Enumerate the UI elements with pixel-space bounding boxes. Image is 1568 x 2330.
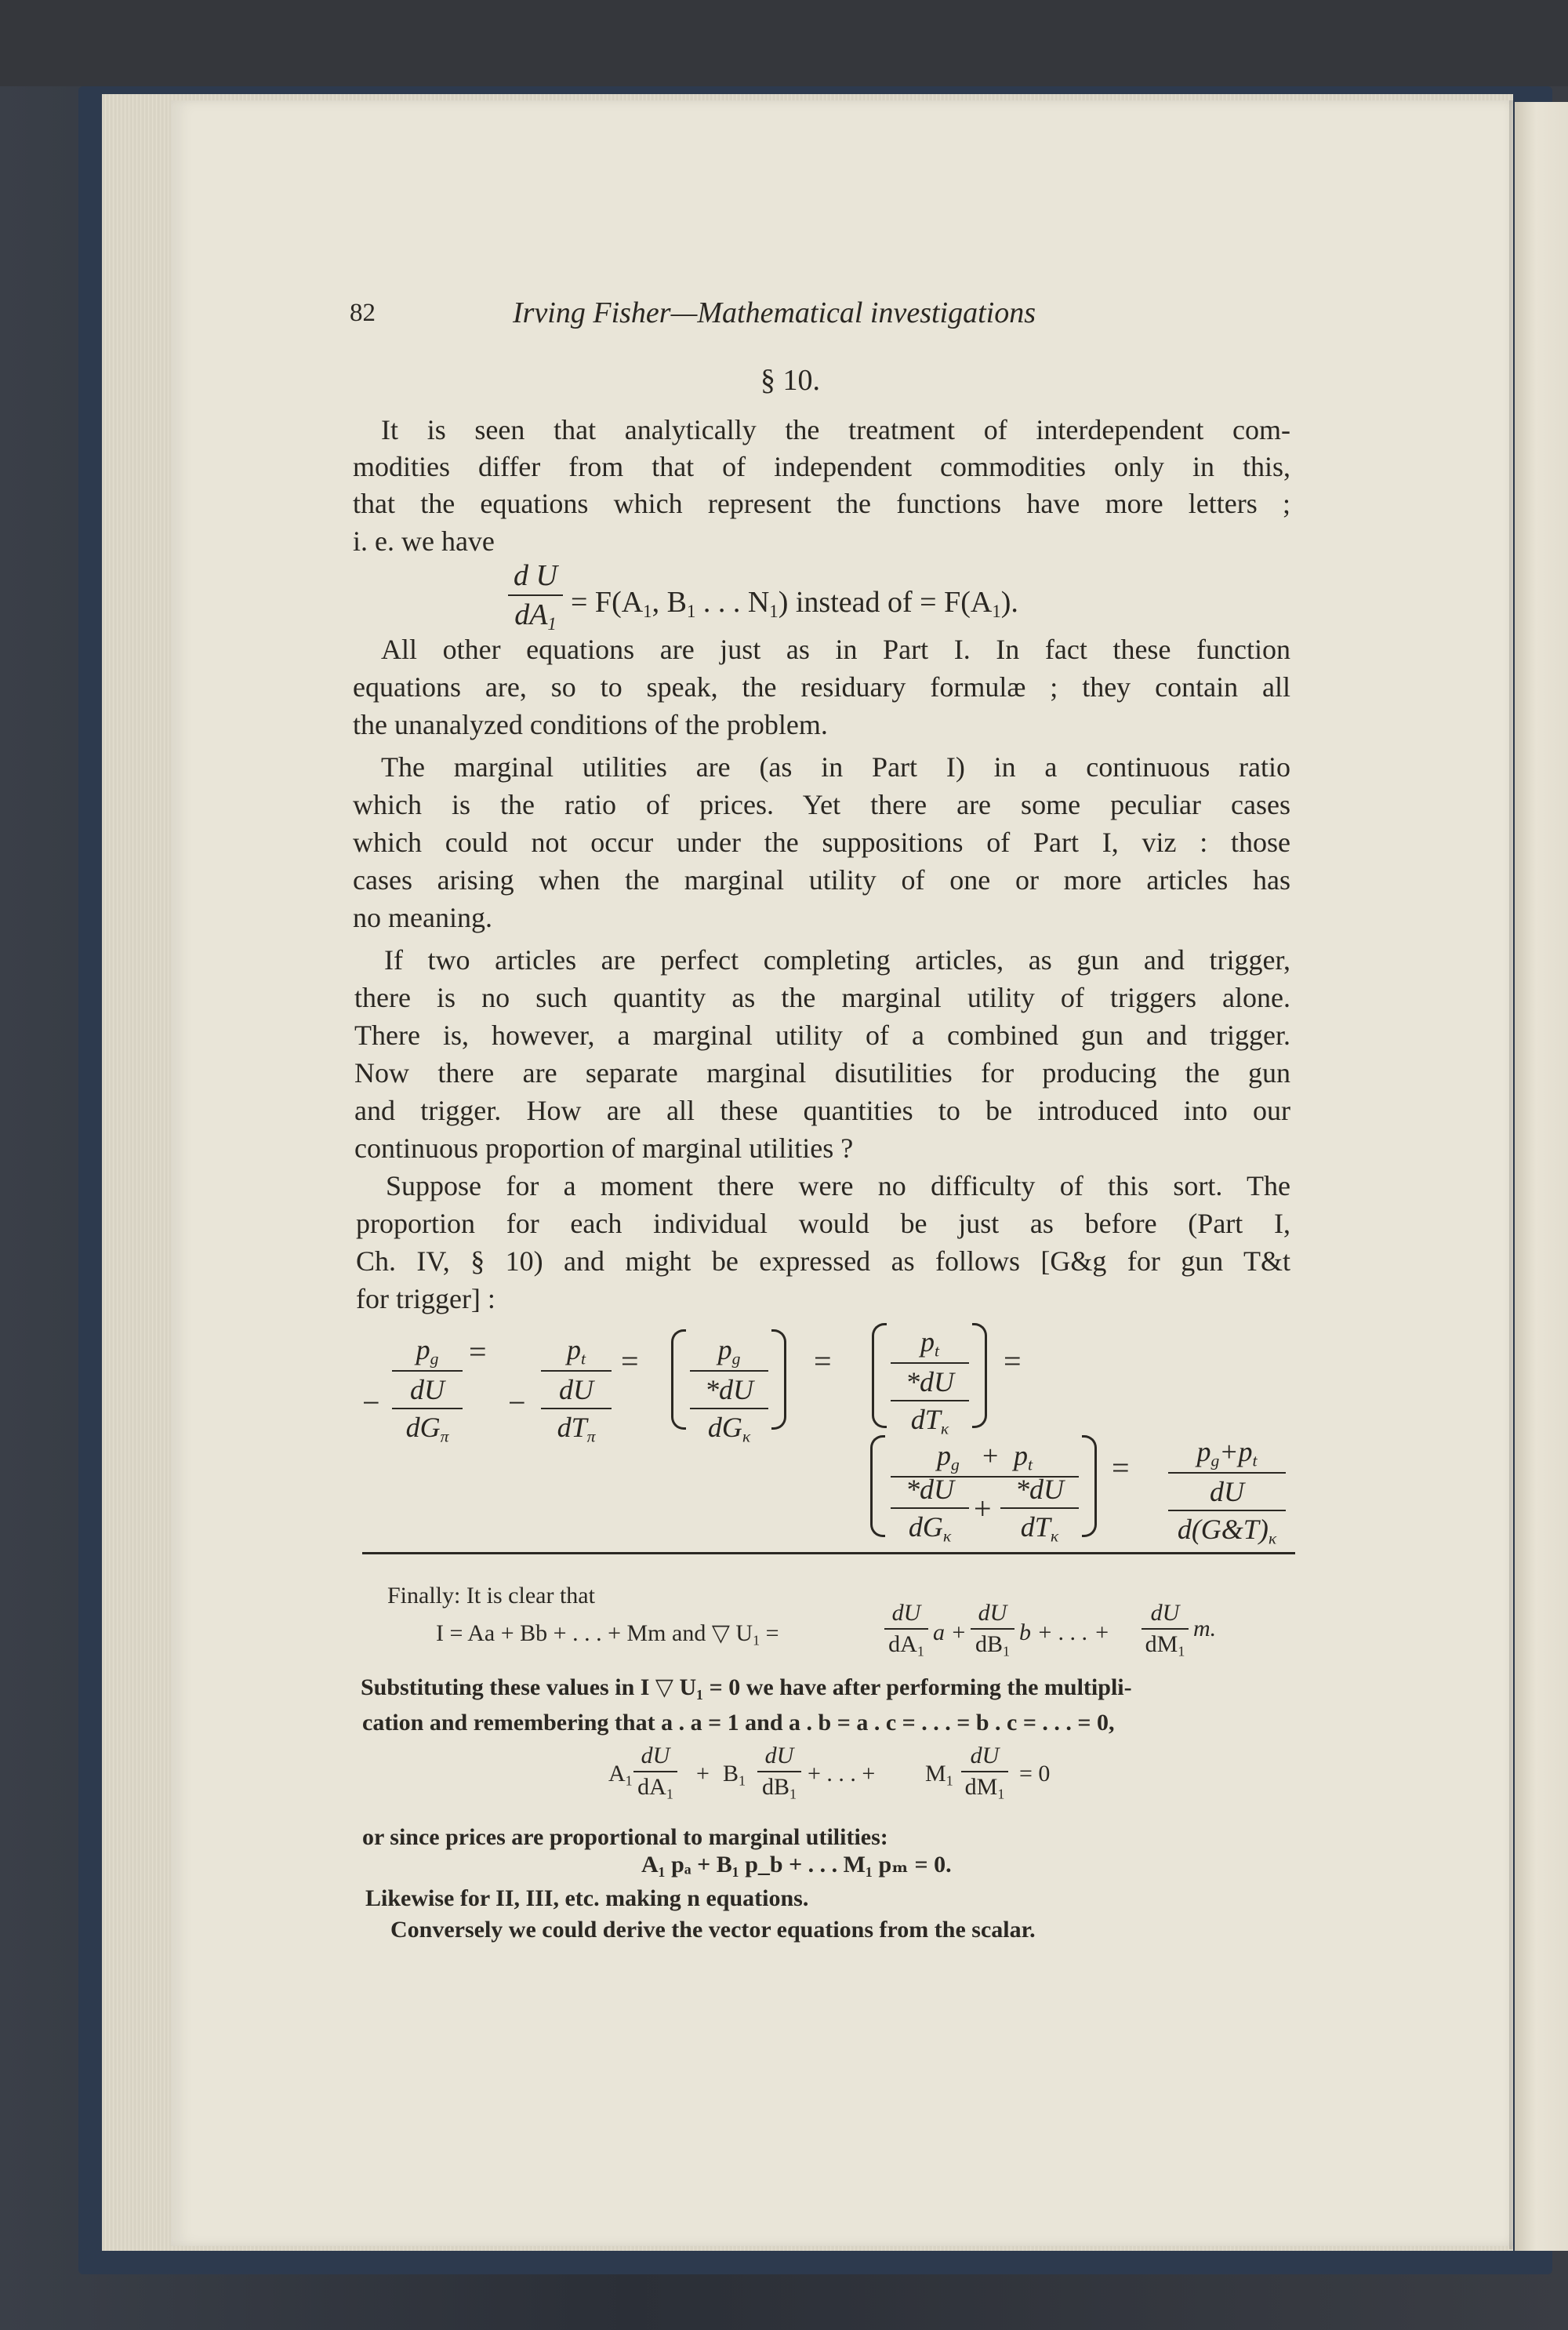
numerator: dU <box>978 1600 1007 1626</box>
text-line: modities differ from that of independent commodities only in this, <box>353 451 1290 482</box>
equals-sign: = <box>469 1334 487 1369</box>
numerator: dU <box>764 1743 794 1768</box>
coef-A1: $A_1$ <box>608 1761 633 1789</box>
sub-numerator: dU <box>410 1374 445 1406</box>
text-line: There is, however, a marginal utility of a combined gun and trigger. <box>354 1020 1290 1051</box>
dots-plus: + . . . + <box>808 1761 876 1787</box>
fraction-bar <box>508 594 563 596</box>
fraction-dU-dB1 <box>971 1600 1014 1659</box>
fraction-combined-right <box>1000 1473 1079 1546</box>
equation-1-rhs: = $F(A_1$, $B_1$ . . . $N_1$) instead of = $F(A_1)$. <box>571 586 1018 621</box>
footnote-term-a: a + <box>933 1619 967 1645</box>
text-line: that the equations which represent the functions have more letters ; <box>353 488 1290 519</box>
fraction-bar <box>690 1408 768 1409</box>
footnote-term-b: b + . . . + <box>1019 1619 1110 1645</box>
running-title: Irving Fisher—Mathematical investigations <box>513 296 1036 329</box>
text-line: Ch. IV, § 10) and might be expressed as follows [G&g for gun T&t <box>356 1245 1290 1277</box>
denominator: $dM_1$ <box>1145 1631 1185 1659</box>
fraction-bar <box>891 1507 969 1509</box>
fraction-dU-dA1 <box>884 1600 928 1659</box>
minus-sign: − <box>362 1385 380 1420</box>
footnote-line: cation and remembering that a . a = 1 and a . b = a . c = . . . = b . c = . . . = 0, <box>362 1710 1115 1736</box>
text-line: and trigger. How are all these quantities to be introduced into our <box>354 1095 1290 1126</box>
coef-B1: $B_1$ <box>723 1761 746 1789</box>
equals-sign: = <box>1112 1450 1130 1485</box>
numerator: $p_t$ <box>920 1326 939 1361</box>
right-page-edge <box>1515 102 1568 2251</box>
text-line: which is the ratio of prices. Yet there are some peculiar cases <box>353 789 1290 820</box>
fraction-term-4 <box>891 1325 969 1439</box>
numerator: $p_g$ + $p_t$ <box>936 1440 1033 1474</box>
text-line: Suppose for a moment there were no difficulty of this sort. The <box>386 1170 1290 1201</box>
plus-sign: + <box>974 1491 992 1526</box>
bracket-left <box>872 1323 887 1428</box>
text-line: equations are, so to speak, the residuary formulæ ; they contain all <box>353 671 1290 703</box>
denominator: $dG_\kappa$ <box>908 1511 952 1546</box>
bracket-right <box>771 1329 786 1430</box>
text-line: All other equations are just as in Part I. In fact these function <box>381 634 1290 665</box>
numerator: $p_g$ <box>416 1334 439 1369</box>
sub-numerator: dU <box>559 1374 593 1406</box>
fraction-term-2 <box>541 1333 612 1447</box>
sub-numerator: *dU <box>705 1374 753 1406</box>
text-line: no meaning. <box>353 902 492 933</box>
fraction-bar <box>633 1771 677 1772</box>
text-line: Now there are separate marginal disutilities for producing the gun <box>354 1057 1290 1089</box>
fraction-bar <box>690 1370 768 1372</box>
denominator: $dA_1$ <box>514 598 557 634</box>
text-line: The marginal utilities are (as in Part I) in a continuous ratio <box>381 751 1290 783</box>
text-line: there is no such quantity as the marginal utility of triggers alone. <box>354 982 1290 1013</box>
sub-numerator: *dU <box>906 1474 954 1505</box>
numerator: d U <box>514 559 557 592</box>
footnote-prices-equation: A₁ pₐ + B₁ p_b + . . . M₁ pₘ = 0. <box>641 1852 952 1877</box>
section-heading: § 10. <box>760 364 820 397</box>
equals-sign: = <box>814 1343 832 1379</box>
fraction-bar <box>757 1771 801 1772</box>
text-line: for trigger] : <box>356 1283 495 1314</box>
numerator: dU <box>891 1600 921 1626</box>
text-line: It is seen that analytically the treatment of interdependent com- <box>381 414 1290 445</box>
denominator: $dT_\kappa$ <box>1020 1511 1059 1546</box>
fraction-bar <box>392 1370 463 1372</box>
text-line: continuous proportion of marginal utilities ? <box>354 1132 854 1164</box>
fraction-dU-dA1 <box>508 558 563 634</box>
fraction-bar <box>961 1771 1008 1772</box>
plus-sign: + <box>696 1761 710 1787</box>
text-line: the unanalyzed conditions of the problem. <box>353 709 828 740</box>
minus-sign: − <box>508 1385 526 1420</box>
fraction-bar <box>1168 1510 1286 1511</box>
fraction-combined-left <box>891 1473 969 1546</box>
fraction-term-3 <box>690 1333 768 1447</box>
footnote-line: or since prices are proportional to marginal utilities: <box>362 1824 888 1850</box>
footnote-line: Conversely we could derive the vector equations from the scalar. <box>390 1917 1036 1943</box>
fraction-bar <box>891 1400 969 1401</box>
numerator: $p_g$ <box>717 1334 741 1369</box>
denominator: $dM_1$ <box>964 1774 1005 1802</box>
fraction-bar <box>884 1628 928 1630</box>
numerator: $p_g+p_t$ <box>1196 1436 1258 1470</box>
fraction-bar <box>1142 1628 1189 1630</box>
footnote-equation-I: I = Aa + Bb + . . . + Mm and ▽ $U_1$ = <box>436 1620 779 1648</box>
denominator: $dB_1$ <box>761 1774 797 1802</box>
bracket-left <box>671 1329 686 1430</box>
footnote-term-m: m. <box>1193 1616 1217 1641</box>
sub-numerator: *dU <box>1015 1474 1064 1505</box>
equals-sign: = <box>1004 1343 1022 1379</box>
fraction-bar <box>541 1370 612 1372</box>
denominator: $dG_\pi$ <box>405 1412 449 1446</box>
bracket-right <box>972 1323 987 1428</box>
denominator: $dT_\kappa$ <box>910 1404 949 1438</box>
footnote-line: Finally: It is clear that <box>387 1583 595 1608</box>
fraction-dU-dB1 <box>757 1743 801 1802</box>
running-head <box>350 296 1134 335</box>
book-cover-top <box>0 0 1568 86</box>
fraction-bar <box>392 1408 463 1409</box>
bracket-right <box>1082 1435 1097 1537</box>
fraction-dU-dA1 <box>633 1743 677 1802</box>
fraction-dU-dM1 <box>961 1743 1008 1802</box>
fraction-final <box>1168 1435 1286 1549</box>
fraction-term-1 <box>392 1333 463 1447</box>
bracket-left <box>870 1435 885 1537</box>
denominator: $dT_\pi$ <box>557 1412 596 1446</box>
denominator: $dG_\kappa$ <box>707 1412 751 1446</box>
sub-numerator: dU <box>1210 1476 1244 1508</box>
text-line: which could not occur under the suppositions of Part I, viz : those <box>353 827 1290 858</box>
numerator: dU <box>970 1743 1000 1768</box>
coef-M1: $M_1$ <box>925 1761 953 1789</box>
denominator: $dA_1$ <box>637 1774 673 1802</box>
fraction-bar <box>891 1362 969 1364</box>
denominator: $dB_1$ <box>975 1631 1010 1659</box>
footnote-rule <box>362 1552 1295 1554</box>
fraction-bar <box>541 1408 612 1409</box>
page-number: 82 <box>350 299 376 327</box>
text-line: i. e. we have <box>353 525 495 557</box>
footnote-line: Likewise for II, III, etc. making n equations. <box>365 1885 809 1911</box>
equals-zero: = 0 <box>1019 1761 1051 1787</box>
fraction-bar <box>971 1628 1014 1630</box>
sub-numerator: *dU <box>906 1366 954 1398</box>
text-line: cases arising when the marginal utility of one or more articles has <box>353 864 1290 896</box>
numerator: $p_t$ <box>567 1334 586 1369</box>
text-line: proportion for each individual would be just as before (Part I, <box>356 1208 1290 1239</box>
fraction-bar <box>1000 1507 1079 1509</box>
denominator: $d(G\&T)_\kappa$ <box>1177 1514 1277 1548</box>
footnote-line: Substituting these values in I ▽ U₁ = 0 we have after performing the multipli- <box>361 1674 1132 1700</box>
text-line: If two articles are perfect completing articles, as gun and trigger, <box>384 944 1290 976</box>
fraction-dU-dM1 <box>1142 1600 1189 1659</box>
fraction-bar <box>1168 1472 1286 1474</box>
denominator: $dA_1$ <box>888 1631 924 1659</box>
equals-sign: = <box>621 1343 639 1379</box>
numerator: dU <box>1150 1600 1180 1626</box>
numerator: dU <box>641 1743 670 1768</box>
